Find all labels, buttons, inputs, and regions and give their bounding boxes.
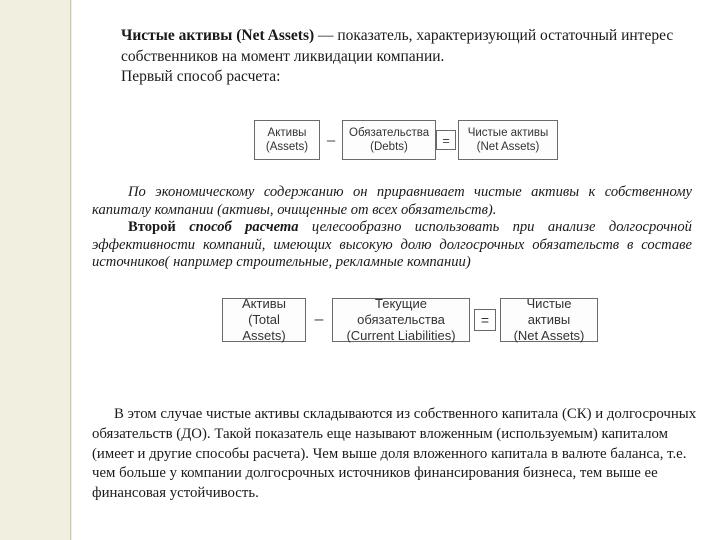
formula2-equals: = — [474, 309, 496, 331]
paragraph2-text2: целесообразно использовать при анализе долгосрочной эффективности компаний, имеющих высокую долю долгосрочных обязательств в составе источников( например строительные, рекламные компании) — [92, 219, 692, 270]
net-assets-term: Чистые активы (Net Assets) — [121, 27, 315, 44]
formula2-assets-label: Активы — [242, 295, 286, 311]
paragraph3-text: В этом случае чистые активы складываются из собственного капитала (СК) и долгосрочных обязательств (ДО). Такой показатель еще называют вложенным (используемым) капиталом (имеет и другие способы расчета). Чем выше доля вложенного капитала в валюте баланса, т.е. чем больше у компании долгосрочных источников финансирования бизнеса, тем выше ее финансовая устойчивость. — [92, 406, 697, 502]
paragraph-2 — [92, 184, 692, 272]
formula1-debts-label: Обязательства — [349, 126, 430, 139]
formula2-liab-sub: (Current Liabilities) — [346, 328, 456, 344]
paragraph2-second — [92, 219, 692, 272]
formula2-minus: – — [314, 311, 324, 328]
formula2-net-label: Чистые активы — [526, 295, 572, 327]
margin-divider — [70, 0, 71, 540]
formula1-assets-label: Активы — [267, 126, 307, 139]
formula-1 — [254, 120, 558, 160]
formula-2 — [222, 295, 598, 344]
formula1-minus: – — [326, 131, 336, 149]
formula1-net-sub: (Net Assets) — [476, 141, 540, 153]
formula2-net-box — [500, 295, 598, 344]
formula1-debts-sub: (Debts) — [370, 141, 408, 153]
left-margin-band — [0, 0, 72, 540]
formula2-assets-box — [222, 295, 306, 344]
formula2-liab-box — [332, 295, 470, 344]
formula1-assets-box — [254, 120, 320, 160]
intro-paragraph — [121, 26, 691, 67]
formula2-liab-label: Текущие обязательства — [357, 295, 445, 327]
method1-label: Первый способ расчета: — [121, 68, 281, 85]
formula1-net-label: Чистые активы — [467, 126, 549, 139]
formula2-net-sub: (Net Assets) — [513, 328, 585, 344]
formula1-equals-wrap — [436, 130, 458, 150]
intro-block — [121, 26, 691, 88]
method-term: способ расчета — [189, 219, 299, 235]
second-word: Второй — [128, 219, 176, 235]
formula1-equals: = — [436, 130, 456, 150]
formula1-assets-sub: (Assets) — [265, 141, 309, 153]
formula2-assets-sub: (Total Assets) — [242, 311, 286, 344]
formula1-debts-box — [342, 120, 436, 160]
paragraph2-text1: По экономическому содержанию он приравнивает чистые активы к собственному капиталу компании (активы, очищенные от всех обязательств). — [92, 184, 692, 218]
net-assets-definition: — показатель, характеризующий остаточный интерес собственников на момент ликвидации компании. — [121, 27, 674, 65]
formula1-net-box — [458, 120, 558, 160]
paragraph-3 — [92, 405, 697, 504]
